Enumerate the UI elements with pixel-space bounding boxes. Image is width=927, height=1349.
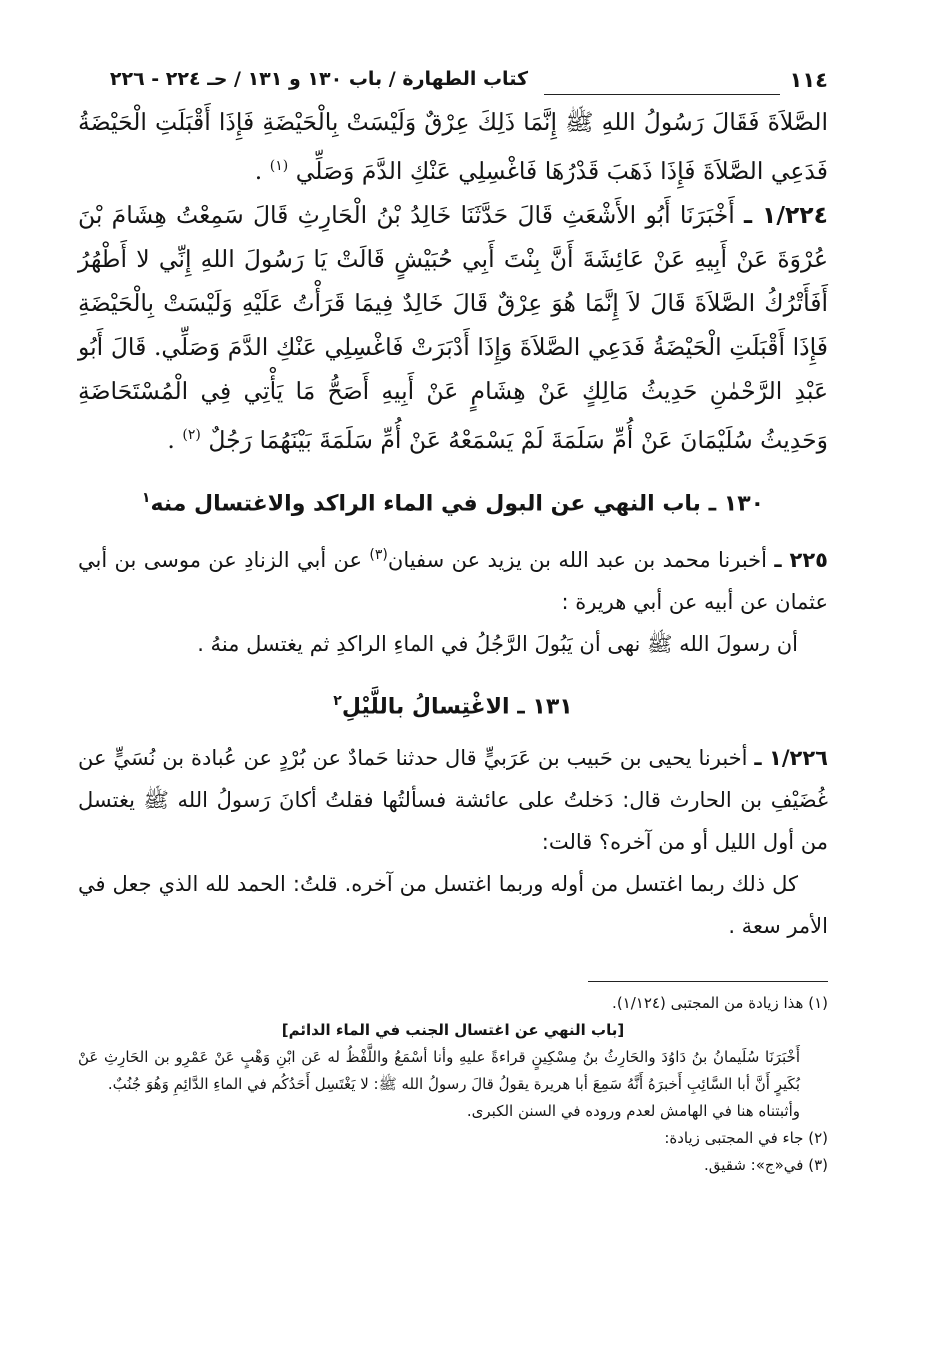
footnotes — [78, 990, 828, 1179]
paragraph-text: الصَّلاَةَ فَقَالَ رَسُولُ اللهِ ﷺ إِنَّمَا ذَلِكَ عِرْقٌ وَلَيْسَتْ بِالْحَيْضَةِ فَإِذَا أَقْبَلَتِ الْحَيْضَةُ فَدَعِي الصَّلاَةَ فَإِذَا ذَهَبَ قَدْرُهَا فَاغْسِلِي عَنْكِ الدَّمَ وَصَلِّي — [78, 108, 828, 185]
hadith-text: أخبرنا محمد بن عبد الله بن يزيد عن سفيان — [387, 547, 767, 572]
full-stop: . — [254, 156, 263, 185]
chapter-title: ١٣٠ ـ باب النهي عن البول في الماء الراكد والاغتسال منه — [150, 490, 765, 516]
chapter-heading-130 — [78, 478, 828, 524]
hadith-text: أَخْبَرَنَا أَبُو الأَشْعَثِ قَالَ حَدَّثَنَا خَالِدُ بْنُ الْحَارِثِ قَالَ سَمِعْتُ هِشَامَ بْنَ عُرْوَةَ عَنْ أَبِيهِ عَنْ عَائِشَةَ أَنَّ بِنْتَ أَبِي حُبَيْشٍ قَالَتْ يَا رَسُولَ اللهِ إِنِّي لا أَطْهُرُ أَفَأَتْرُكُ الصَّلاَةَ قَالَ لاَ إِنَّمَا هُوَ عِرْقٌ قَالَ خَالِدٌ فِيمَا قَرَأْتُ عَلَيْهِ وَلَيْسَتْ بِالْحَيْضَةِ فَإِذَا أَقْبَلَتِ الْحَيْضَةُ فَدَعِي الصَّلاَةَ وَإِذَا أَدْبَرَتْ فَاغْسِلِي عَنْكِ الدَّمَ وَصَلِّي. قَالَ أَبُو عَبْدِ الرَّحْمٰنِ حَدِيثُ مَالِكٍ عَنْ هِشَامٍ عَنْ أَبِيهِ أَصَحُّ مَا يَأْتِي فِي الْمُسْتَحَاضَةِ وَحَدِيثُ سُلَيْمَانَ عَنْ أُمِّ سَلَمَةَ لَمْ يَسْمَعْهُ عَنْ أُمِّ سَلَمَةَ بَيْنَهُمَا رَجُلٌ — [78, 200, 828, 454]
hadith-text: أخبرنا يحيى بن حَبيب بن عَرَبيٍّ قال حدثنا حَمادٌ عن بُرْدٍ عن عُبادة بن نُسَيٍّ عن غُضَيْفِ بن الحارث قال: دَخلتُ على عائشة فسألتُها فقلتُ أكانَ رَسولُ الله ﷺ يغتسل من أول الليل أو من آخره؟ قالت: — [78, 746, 828, 855]
hadith-text-continued: عن أبي الزنادِ عن موسى بن أبي عثمان عن أبيه عن أبي هريرة : — [78, 547, 828, 614]
document-page — [78, 60, 828, 1320]
main-text — [78, 100, 828, 947]
footnote-marker: (١) — [269, 158, 289, 174]
continuation-paragraph — [78, 100, 828, 193]
full-stop: . — [167, 425, 175, 454]
footnote-marker: ١ — [141, 489, 151, 506]
footnote-rule — [588, 981, 828, 982]
hadith-226 — [78, 737, 828, 863]
footnote-1: (١) هذا زيادة من المجتبى (١/١٢٤). — [612, 994, 828, 1013]
footnote-1-note: وأثبتناه هنا في الهامش لعدم وروده في السنن الكبرى. — [466, 1102, 800, 1121]
page-number: ١١٤ — [789, 68, 828, 92]
header-rule — [544, 94, 780, 95]
running-header — [78, 60, 828, 96]
hadith-226-matn: كل ذلك ربما اغتسل من أوله وربما اغتسل من آخره. قلتُ: الحمد لله الذي جعل في الأمر سعة . — [78, 872, 828, 939]
footnote-2: (٢) جاء في المجتبى زيادة: — [664, 1129, 828, 1148]
hadith-number: ١/٢٢٦ ـ — [754, 746, 828, 771]
chapter-title: ١٣١ ـ الاغْتِسالُ باللَّيْلِ — [341, 694, 573, 720]
chapter-heading-131 — [78, 681, 828, 727]
footnote-1-text: أَخْبَرَنَا سُلَيمانُ بنُ دَاوُدَ والحَارِثُ بنُ مِسْكِينٍ قراءةً عليهِ وأنا أسْمَعُ واللَّفْظُ له عَن ابْنِ وَهْبٍ عَنْ عَمْرِو بن الحَارِثِ عَنْ بُكَيرٍ أَنَّ أبا السَّائِبِ أَخبرَهُ أَنَّهُ سَمِعَ أبا هريرة يقولُ قالَ رسولُ الله ﷺ: لا يَغْتَسِل أَحَدُكُم في الماءِ الدَّائِمِ وَهُوَ جُنُبٌ. — [78, 1048, 800, 1094]
running-title: كتاب الطهارة / باب ١٣٠ و ١٣١ / حـ ٢٢٤ - ٢٢٦ — [109, 68, 528, 90]
footnote-marker: (٣) — [369, 546, 388, 563]
hadith-225 — [78, 534, 828, 623]
footnote-1-heading: [باب النهي عن اغتسال الجنب في الماء الدائم] — [281, 1021, 625, 1040]
footnote-marker: (٢) — [182, 426, 201, 443]
hadith-225-matn: أن رسولَ الله ﷺ نهى أن يَبُولَ الرَّجُلُ في الماءِ الراكدِ ثم يغتسل منهُ . — [197, 631, 798, 656]
hadith-number: ١/٢٢٤ ـ — [744, 200, 828, 229]
footnote-marker: ٢ — [333, 692, 342, 709]
hadith-number: ٢٢٥ ـ — [774, 547, 828, 572]
hadith-224 — [78, 193, 828, 462]
footnote-3: (٣) في«ج»: شقيق. — [703, 1156, 828, 1175]
